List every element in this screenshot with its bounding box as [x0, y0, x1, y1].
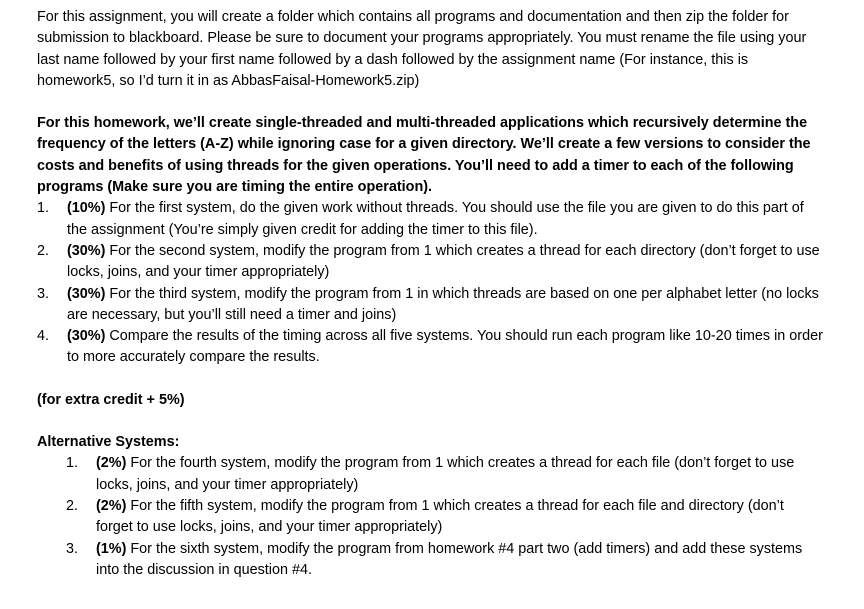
list-number: 1.: [66, 455, 79, 472]
list-item: [37, 326, 824, 369]
task-text: For the fourth system, modify the program from 1 which creates a thread for each file (don’t forget to use locks, joins, and your timer appropriately): [96, 455, 795, 493]
list-item: [66, 539, 824, 582]
task-text: Compare the results of the timing across all five systems. You should run each program like 10-20 times in order to more accurately compare the results.: [67, 328, 823, 366]
list-number: 3.: [66, 540, 79, 557]
list-number: 3.: [37, 285, 50, 302]
list-number: 2.: [66, 497, 79, 514]
list-number: 4.: [37, 328, 50, 345]
task-list: [37, 198, 824, 368]
extra-credit-label: (for extra credit + 5%): [37, 391, 185, 408]
list-number: 1.: [37, 200, 50, 217]
list-item: [37, 198, 824, 241]
task-percent: (2%): [96, 455, 127, 472]
task-text: For the first system, do the given work without threads. You should use the file you are given to do this part of the assignment (You’re simply given credit for adding the timer to this file).: [67, 200, 804, 238]
task-percent: (2%): [96, 497, 127, 514]
list-item: [66, 453, 824, 496]
task-percent: (10%): [67, 200, 106, 217]
task-percent: (30%): [67, 242, 106, 259]
list-item: [37, 241, 824, 284]
task-text: For the third system, modify the program from 1 in which threads are based on one per alphabet letter (no locks are necessary, but you’ll still need a timer and joins): [67, 285, 819, 323]
list-number: 2.: [37, 242, 50, 259]
alternative-task-list: [37, 453, 824, 581]
task-text: For the second system, modify the program from 1 which creates a thread for each directory (don’t forget to use locks, joins, and your timer appropriately): [67, 242, 820, 281]
alternative-heading: Alternative Systems:: [37, 434, 180, 451]
intro-paragraph: For this assignment, you will create a folder which contains all programs and documentation and then zip the folder for submission to blackboard. Please be sure to document your programs appropriately. You must rename the file using your last name followed by your first name followed by a dash followed by the assignment name (For instance, this is homework5, so I’d turn it in as AbbasFaisal-Homework5.zip): [37, 9, 807, 89]
task-text: For the fifth system, modify the program from 1 which creates a thread for each file and directory (don’t forget to use locks, joins, and your timer appropriately): [96, 497, 784, 536]
list-item: [37, 284, 824, 327]
homework-description: For this homework, we’ll create single-threaded and multi-threaded applications which recursively determine the frequency of the letters (A-Z) while ignoring case for a given directory. We’ll create a few versions to consider the costs and benefits of using threads for the given operations. You’ll need to add a timer to each of the following programs (Make sure you are timing the entire operation).: [37, 115, 811, 196]
list-item: [66, 496, 824, 539]
task-percent: (30%): [67, 285, 106, 302]
task-text: For the sixth system, modify the program from homework #4 part two (add timers) and add these systems into the discussion in question #4.: [96, 540, 803, 578]
task-percent: (30%): [67, 328, 106, 345]
task-percent: (1%): [96, 540, 127, 557]
